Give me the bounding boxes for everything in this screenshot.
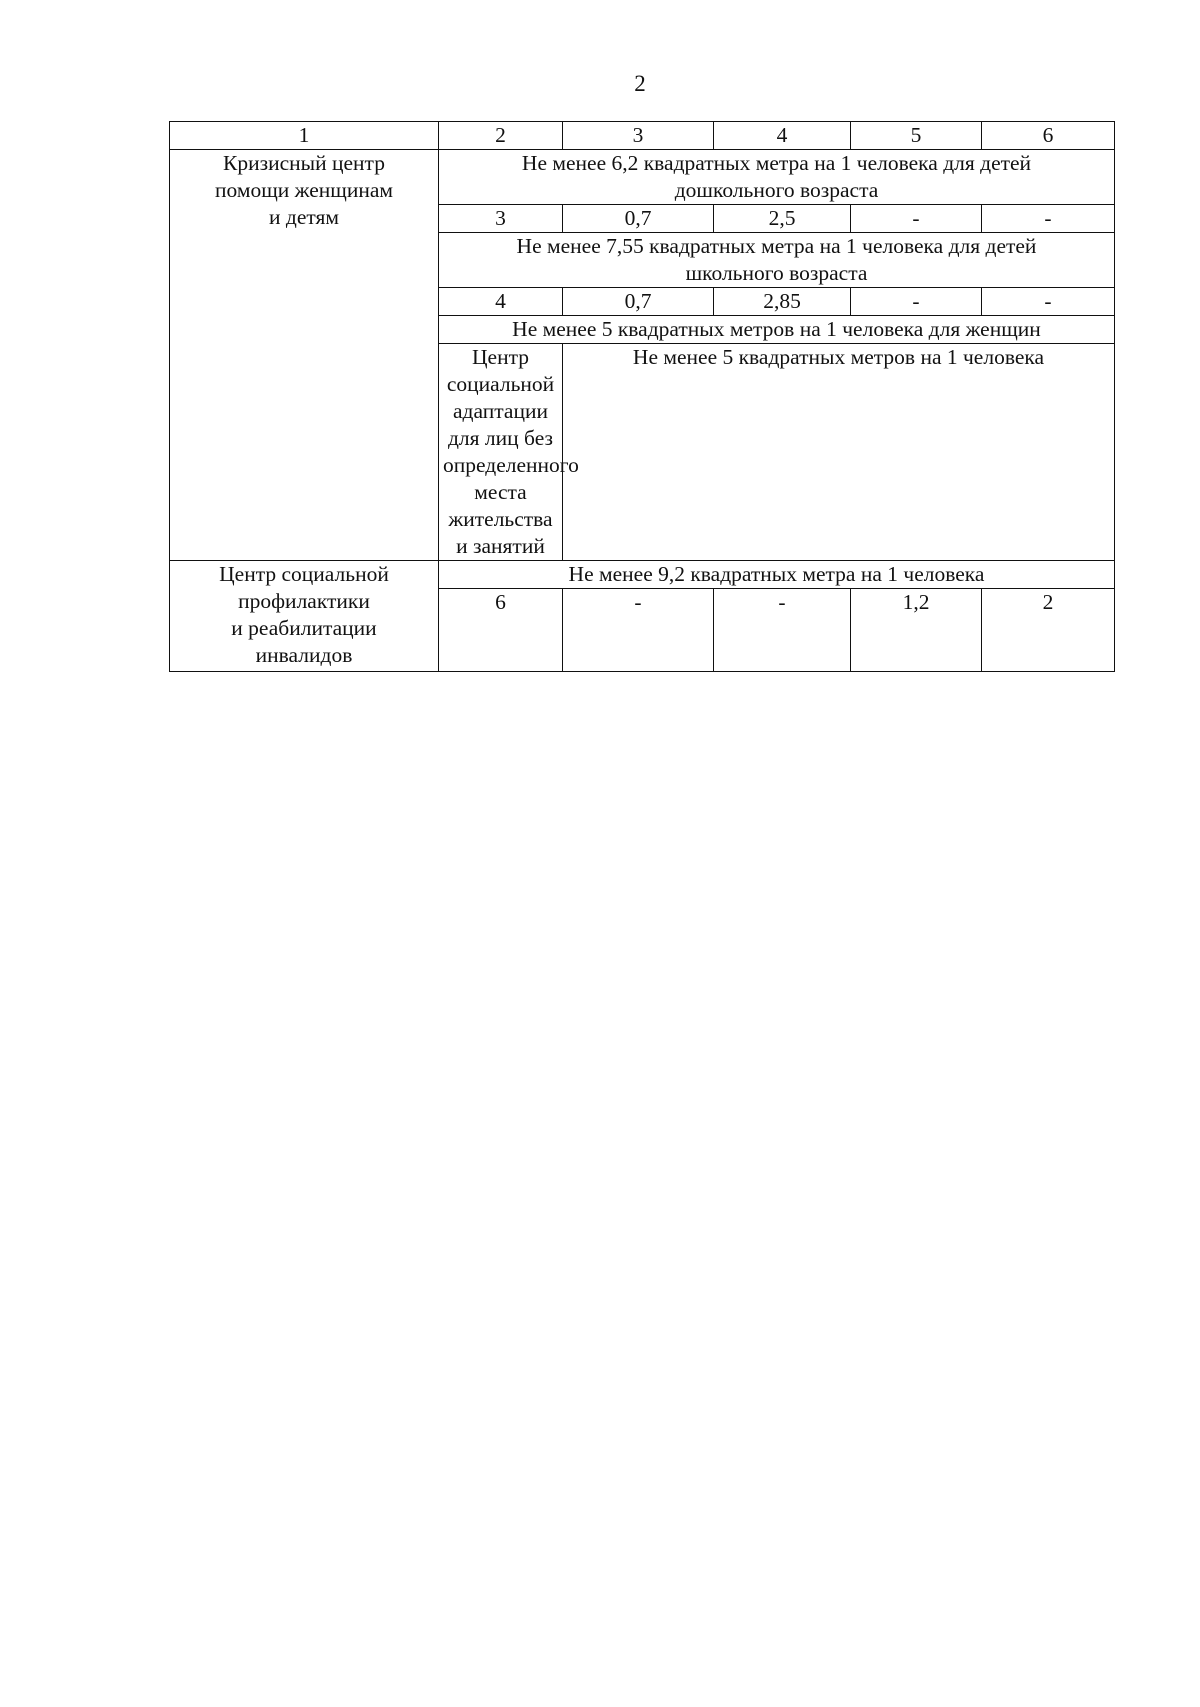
header-cell: 6 <box>982 122 1115 150</box>
norms-table <box>169 121 1115 672</box>
institution-name-line: инвалидов <box>255 643 353 667</box>
institution-name-cell <box>170 150 439 561</box>
value-cell: 2,5 <box>714 205 851 233</box>
header-cell: 2 <box>439 122 563 150</box>
value-cell: - <box>563 589 714 672</box>
institution-name-line: Кризисный центр <box>223 151 385 175</box>
value-cell: - <box>982 288 1115 316</box>
value-cell: 2,85 <box>714 288 851 316</box>
institution-name-line: профилактики <box>238 589 370 613</box>
norm-note-cell: Не менее 5 квадратных метров на 1 человека <box>563 344 1115 561</box>
value-cell: - <box>851 205 982 233</box>
value-cell: 0,7 <box>563 205 714 233</box>
institution-name-line: адаптации для лиц без <box>447 399 553 450</box>
value-cell: - <box>851 288 982 316</box>
value-cell: - <box>982 205 1115 233</box>
institution-name-cell <box>170 561 439 672</box>
header-cell: 4 <box>714 122 851 150</box>
institution-name-line: и детям <box>269 205 339 229</box>
value-cell: 0,7 <box>563 288 714 316</box>
institution-name-line: Центр социальной <box>446 345 555 396</box>
norm-note-cell <box>439 150 1115 205</box>
institution-name-line: и занятий <box>456 534 545 558</box>
value-cell: 1,2 <box>851 589 982 672</box>
norm-note-line: школьного возраста <box>685 261 868 285</box>
norm-note-cell <box>439 233 1115 288</box>
table-row <box>170 150 1115 205</box>
header-cell: 3 <box>563 122 714 150</box>
institution-name-line: Центр социальной <box>219 562 389 586</box>
table-row <box>170 561 1115 589</box>
page-number: 2 <box>634 71 646 96</box>
value-cell: 3 <box>439 205 563 233</box>
value-cell: 2 <box>982 589 1115 672</box>
institution-name-line: жительства <box>448 507 553 531</box>
norm-note-cell: Не менее 9,2 квадратных метра на 1 человека <box>439 561 1115 589</box>
norm-note-line: Не менее 6,2 квадратных метра на 1 человека для детей <box>521 151 1032 175</box>
value-cell: 4 <box>439 288 563 316</box>
institution-name-cell <box>439 344 579 561</box>
institution-name-line: помощи женщинам <box>215 178 393 202</box>
norm-note-line: дошкольного возраста <box>674 178 879 202</box>
value-cell: - <box>714 589 851 672</box>
norm-note-line: Не менее 7,55 квадратных метра на 1 человека для детей <box>516 234 1037 258</box>
institution-name-line: определенного места <box>443 453 579 504</box>
header-row <box>170 122 1115 150</box>
institution-name-line: и реабилитации <box>231 616 377 640</box>
header-cell: 5 <box>851 122 982 150</box>
value-cell: 6 <box>439 589 563 672</box>
header-cell: 1 <box>170 122 439 150</box>
norm-note-cell: Не менее 5 квадратных метров на 1 человека для женщин <box>439 316 1115 344</box>
